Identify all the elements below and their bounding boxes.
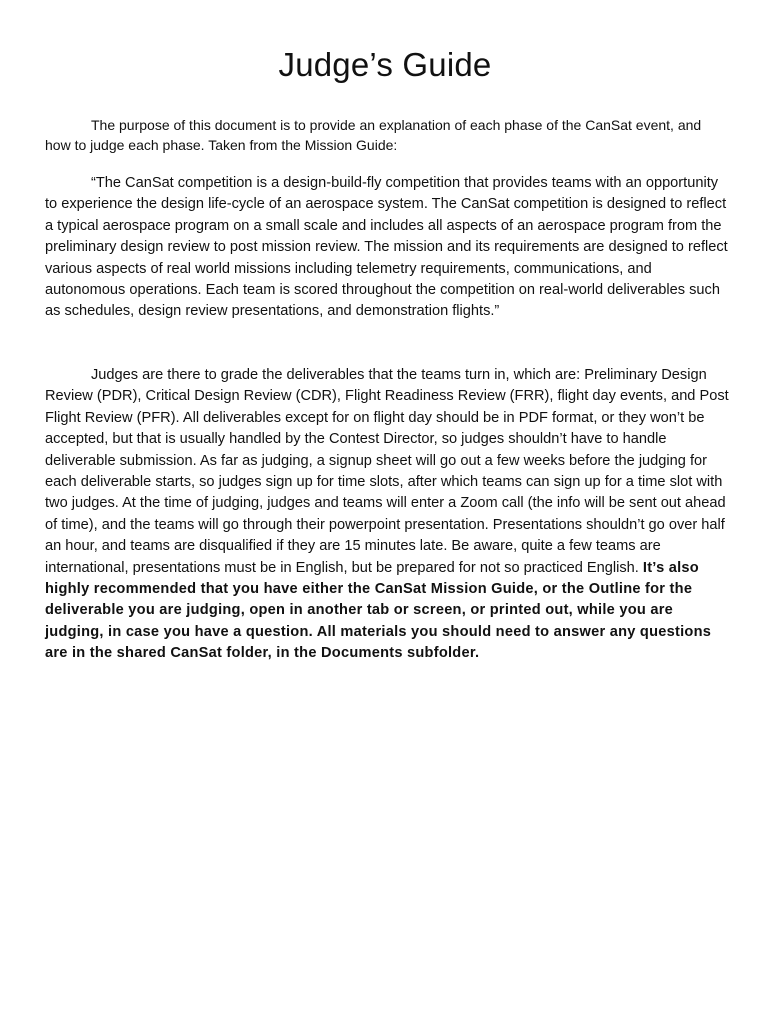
page-title: Judge’s Guide [278, 46, 492, 83]
mission-guide-quote: “The CanSat competition is a design-build-fly competition that provides teams with an opportunity to experience the design life-cycle of an aerospace system. The CanSat competition is designed to reflect a typical aerospace program on a small scale and includes all aspects of an aerospace program from the preliminary design review to post mission review. The mission and its requirements are designed to reflect various aspects of real world missions including telemetry requirements, communications, and autonomous operations. Each team is scored throughout the competition on real-world deliverables such as schedules, design review presentations, and demonstration flights.” [45, 175, 728, 320]
judges-paragraph-text: Judges are there to grade the deliverables that the teams turn in, which are: Preliminary Design Review (PDR), Critical Design Review (CDR), Flight Readiness Review (FRR), flight day events, and Post Flight Review (PFR). All deliverables except for on flight day should be in PDF format, or they won’t be accepted, but that is usually handled by the Contest Director, so judges shouldn’t have to handle deliverable submission. As far as judging, a signup sheet will go out a few weeks before the judging for each deliverable starts, so judges sign up for time slots, after which teams can sign up for a time slot with two judges. At the time of judging, judges and teams will enter a Zoom call (the info will be sent out ahead of time), and the teams will go through their powerpoint presentation. Presentations shouldn’t go over half an hour, and teams are disqualified if they are 15 minutes late. Be aware, quite a few teams are international, presentations must be in English, but be prepared for not so practiced English. [45, 367, 729, 576]
intro-paragraph: The purpose of this document is to provide an explanation of each phase of the CanSat event, and how to judge each phase. Taken from the Mission Guide: [45, 117, 702, 153]
judges-paragraph-bold-text: It’s also highly recommended that you have either the CanSat Mission Guide, or the Outline for the deliverable you are judging, open in another tab or screen, or printed out, while you are judging, in case you have a question. All materials you should need to answer any questions are in the shared CanSat folder, in the Documents subfolder. [45, 559, 712, 662]
judges-paragraph [45, 365, 729, 665]
